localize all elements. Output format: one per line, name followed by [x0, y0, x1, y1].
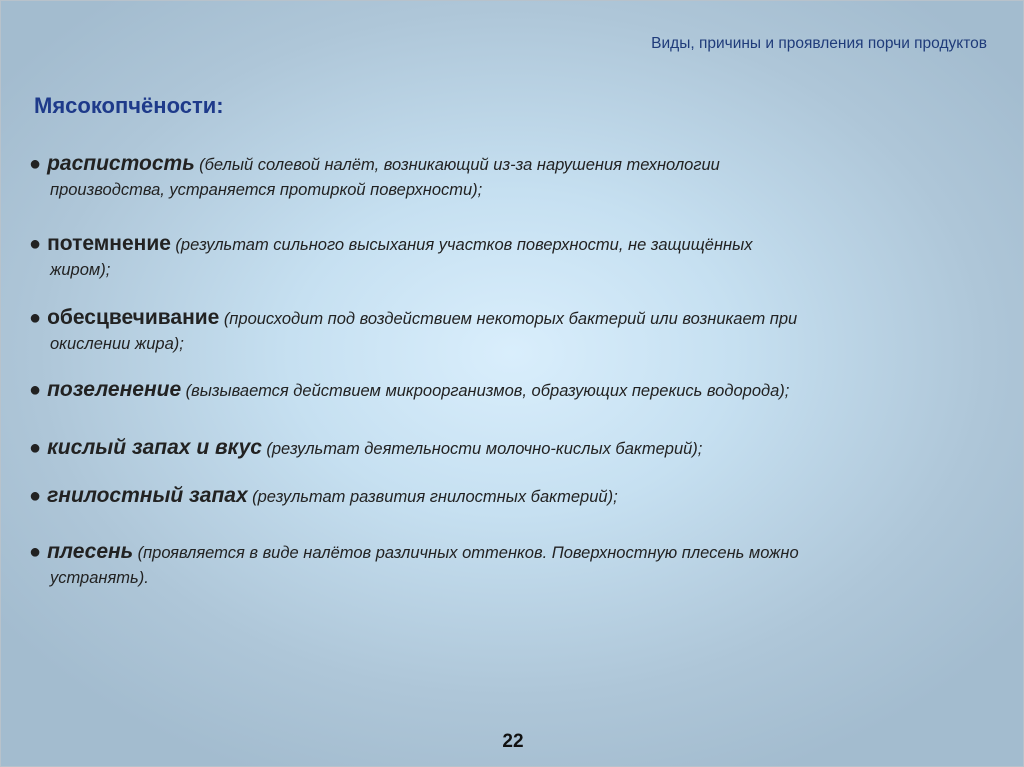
- item-description-continued: окислении жира);: [50, 335, 184, 353]
- list-item: [29, 539, 979, 590]
- item-term: обесцвечивание: [47, 306, 220, 329]
- item-description: (происходит под воздействием некоторых бактерий или возникает при: [223, 310, 798, 328]
- section-heading: Мясокопчёности:: [34, 93, 224, 118]
- item-description: (результат деятельности молочно-кислых бактерий);: [266, 440, 703, 458]
- list-item: [29, 435, 979, 463]
- item-term: плесень: [47, 540, 134, 563]
- item-description: (проявляется в виде налётов различных оттенков. Поверхностную плесень можно: [137, 544, 799, 562]
- item-description: (результат сильного высыхания участков поверхности, не защищённых: [175, 236, 753, 254]
- item-description: (результат развития гнилостных бактерий);: [252, 488, 618, 506]
- bullet-icon: ●: [29, 307, 42, 329]
- list-item: [29, 377, 979, 405]
- item-description-continued: устранять).: [50, 569, 149, 587]
- page-number: 22: [502, 731, 524, 752]
- list-item: [29, 151, 979, 202]
- item-term: потемнение: [47, 232, 171, 255]
- item-term: распистость: [47, 152, 195, 175]
- item-term: кислый запах и вкус: [47, 436, 262, 459]
- bullet-icon: ●: [29, 437, 42, 459]
- list-item: [29, 305, 979, 356]
- bullet-icon: ●: [29, 541, 42, 563]
- item-description-continued: производства, устраняется протиркой поверхности);: [50, 181, 483, 199]
- item-term: гнилостный запах: [47, 484, 248, 507]
- slide-header-title: Виды, причины и проявления порчи продуктов: [651, 35, 987, 52]
- bullet-icon: ●: [29, 153, 42, 175]
- bullet-icon: ●: [29, 485, 42, 507]
- item-term: позеленение: [47, 378, 182, 401]
- list-item: [29, 483, 979, 511]
- item-description: (вызывается действием микроорганизмов, образующих перекись водорода);: [185, 382, 790, 400]
- bullet-icon: ●: [29, 379, 42, 401]
- bullet-icon: ●: [29, 233, 42, 255]
- item-description: (белый солевой налёт, возникающий из-за нарушения технологии: [199, 156, 720, 174]
- item-description-continued: жиром);: [50, 261, 111, 279]
- list-item: [29, 231, 979, 282]
